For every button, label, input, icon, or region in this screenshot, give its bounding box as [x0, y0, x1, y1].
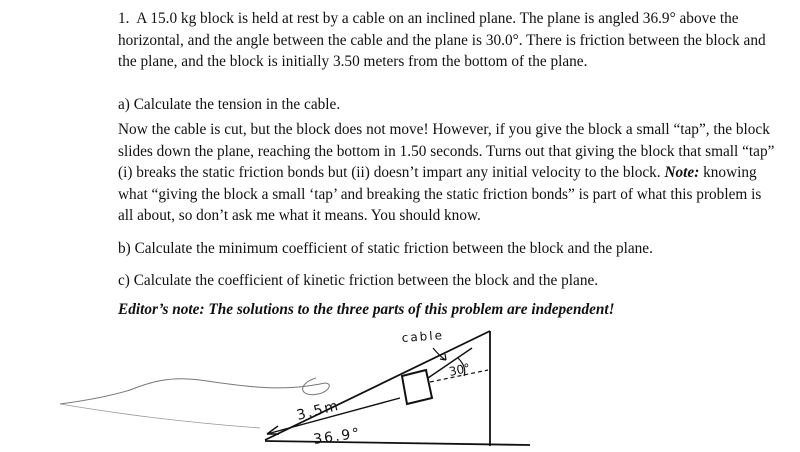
scenario-paragraph — [118, 119, 778, 227]
pen-scribble-tail — [60, 404, 260, 428]
cable-label: cable — [401, 328, 445, 345]
note-text: knowing what “giving the block a small ‘tap’ and breaking the static friction bonds” is part of what this problem is all about, so don’t ask me what it means. You should know. — [118, 164, 762, 225]
scenario-text: Now the cable is cut, but the block does not move! However, if you give the block a small “tap”, the block slides down the plane, reaching the bottom in 1.50 seconds. Turns out that giving the block that small “tap” (i) breaks the static friction bonds but (ii) doesn’t impart any initial velocity to the block. — [118, 121, 775, 182]
note-label: Note: — [664, 164, 700, 182]
part-c-question: c) Calculate the coefficient of kinetic friction between the block and the plane. — [118, 272, 599, 289]
problem-intro-text: A 15.0 kg block is held at rest by a cable on an inclined plane. The plane is angled 36.9° above the horizontal, and the angle between the cable and the plane is 30.0°. There is friction between the block and the plane, and the block is initially 3.50 meters from the bottom of the plane. — [118, 10, 766, 71]
incline-angle-label: 36.9° — [312, 425, 363, 448]
problem-intro — [118, 8, 778, 73]
distance-label: 3.5m — [295, 397, 342, 424]
pen-scribble — [60, 378, 329, 404]
cable-angle-label: 30° — [447, 360, 472, 379]
part-a-question: a) Calculate the tension in the cable. — [118, 96, 341, 113]
part-b-question: b) Calculate the minimum coefficient of static friction between the block and the plane. — [118, 240, 653, 257]
incline-diagram — [0, 318, 800, 452]
editor-note: Editor’s note: The solutions to the three parts of this problem are independent! — [118, 301, 615, 318]
block — [402, 370, 432, 404]
problem-number: 1. — [118, 10, 130, 27]
